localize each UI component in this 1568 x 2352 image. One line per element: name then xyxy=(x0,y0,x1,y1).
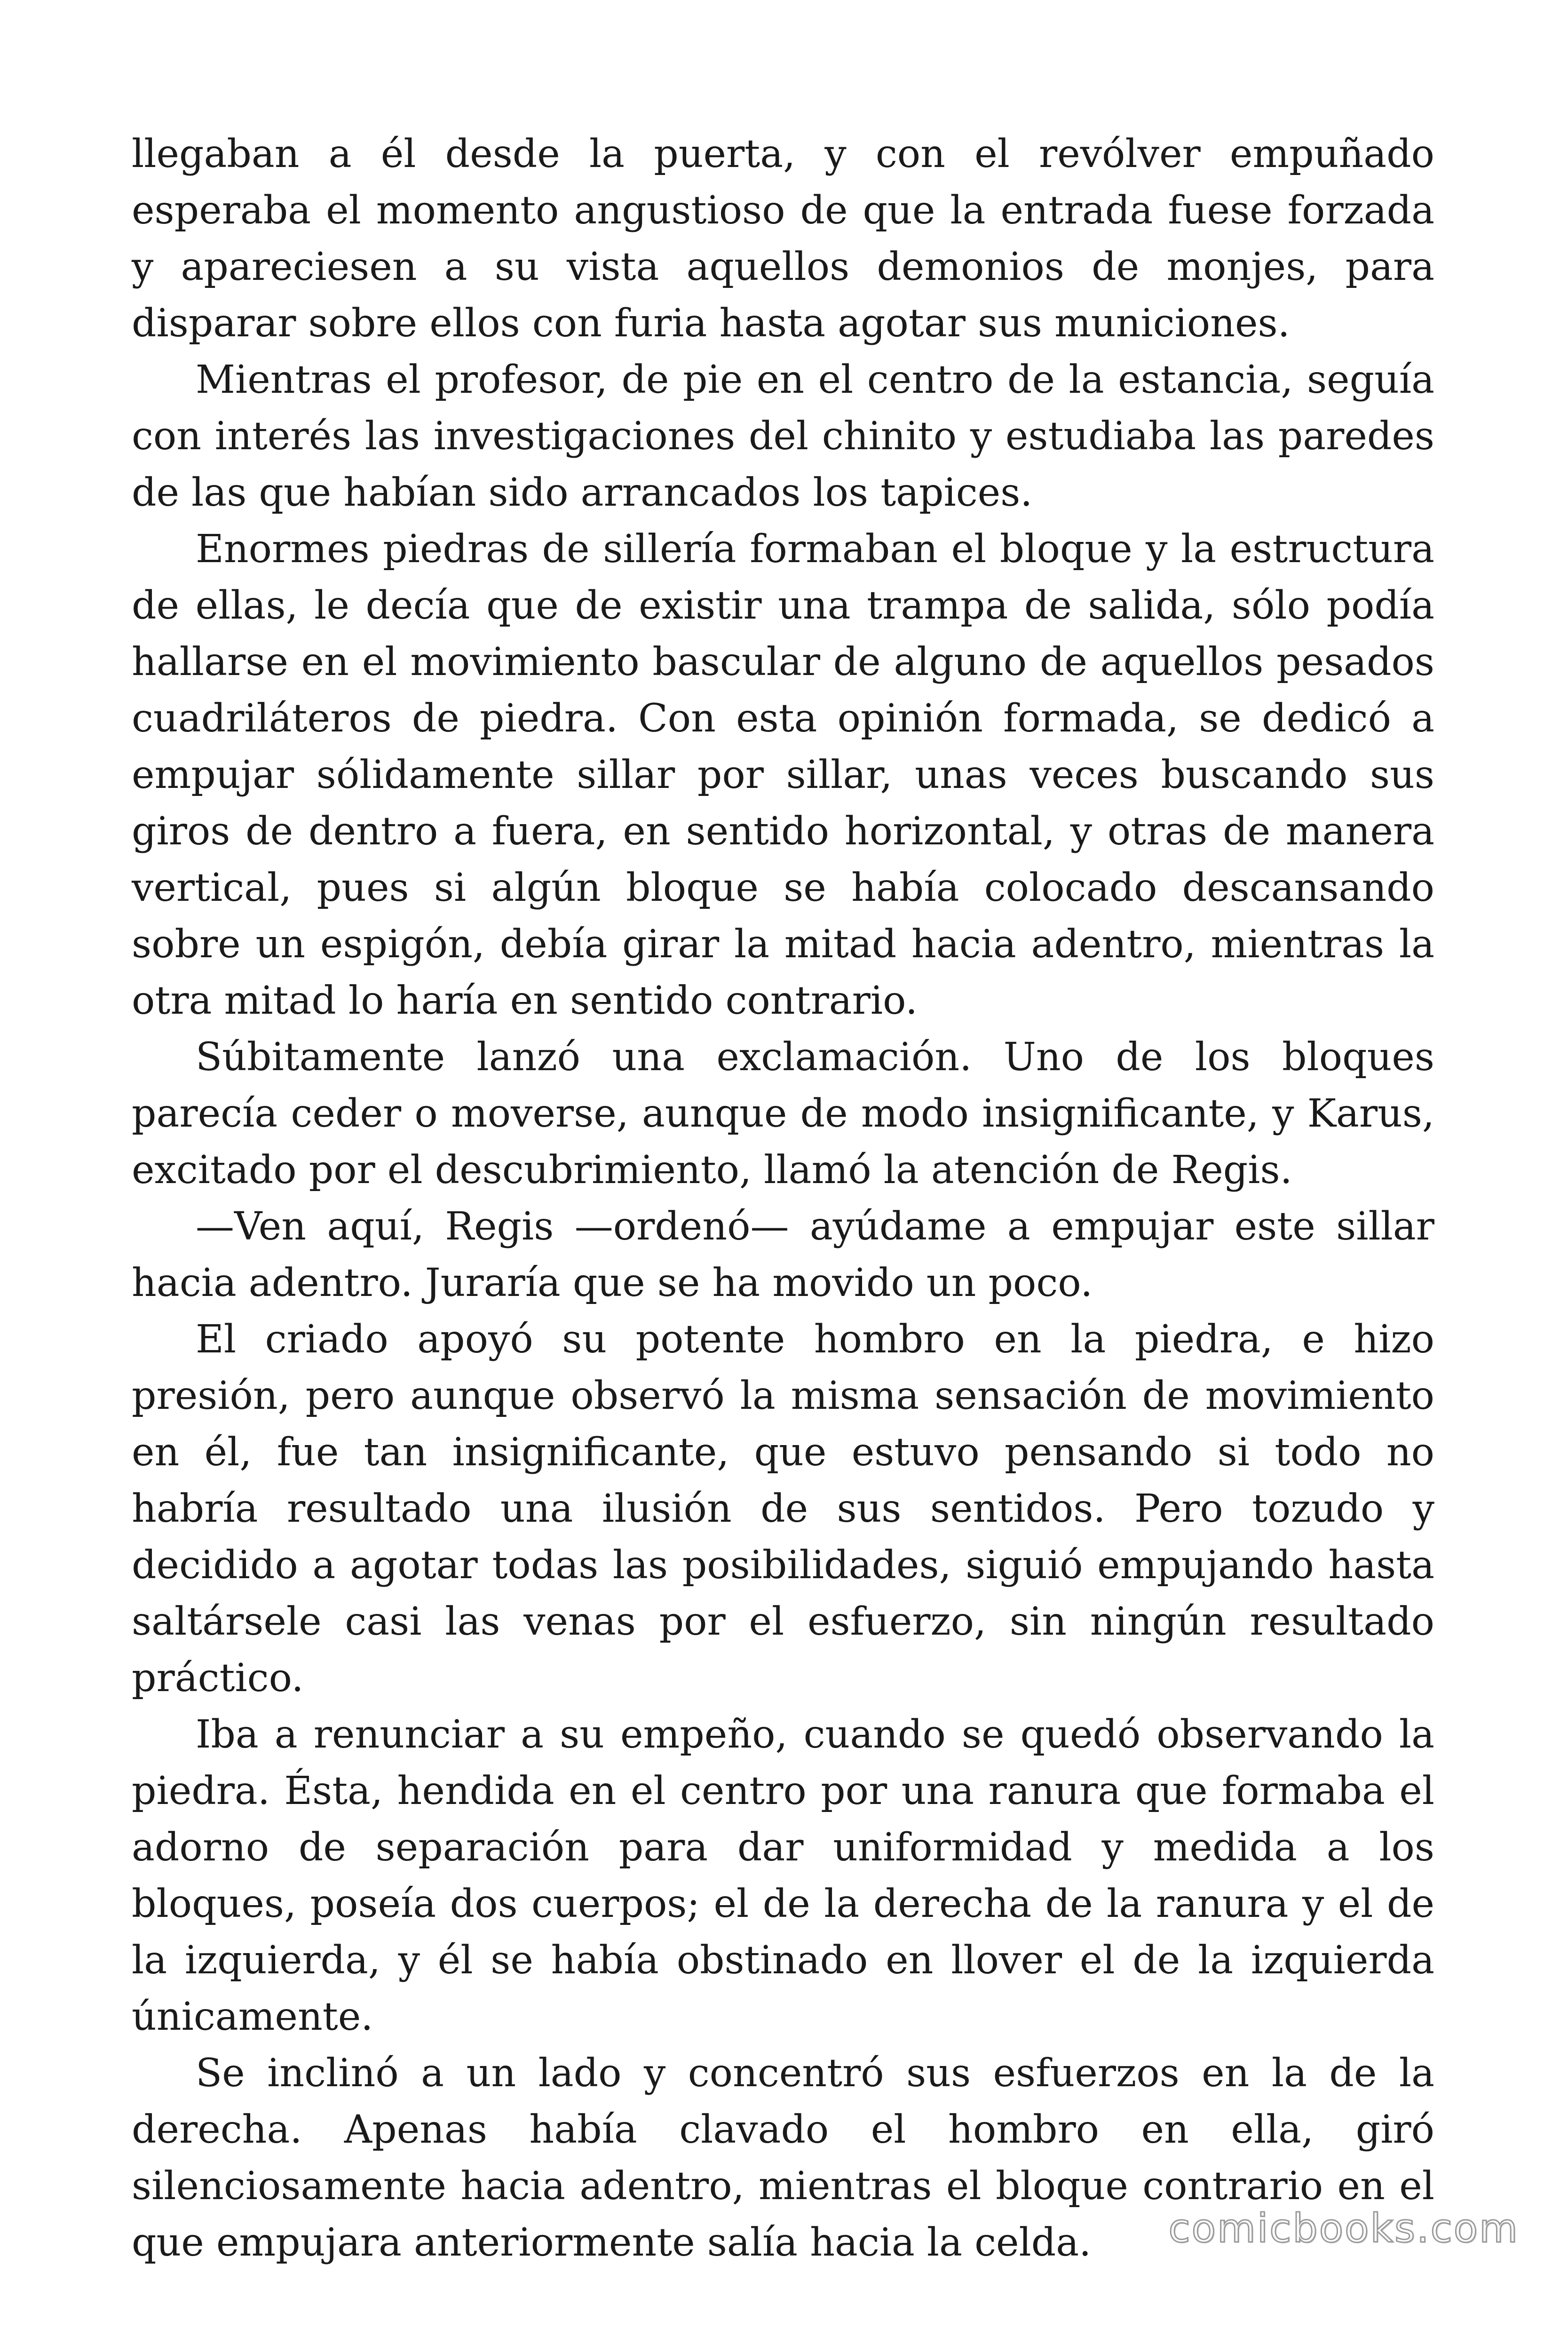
paragraph: Se inclinó a un lado y concentró sus esfuerzos en la de la derecha. Apenas había clavado el hombro en ella, giró silenciosamente hacia adentro, mientras el bloque contrario en el que empujara anteriormente salía hacia la celda. xyxy=(132,2051,1434,2265)
watermark: comicbooks.com xyxy=(1168,2205,1519,2251)
paragraph-continuation: llegaban a él desde la puerta, y con el revólver empuñado esperaba el momento angustioso de que la entrada fuese forzada y apareciesen a su vista aquellos demonios de monjes, para disparar sobre ellos con furia hasta agotar sus municiones. xyxy=(132,132,1434,346)
paragraph: Enormes piedras de sillería formaban el bloque y la estructura de ellas, le decía que de existir una trampa de salida, sólo podía hallarse en el movimiento bascular de alguno de aquellos pesados cuadriláteros de piedra. Con esta opinión formada, se dedicó a empujar sólidamente sillar por sillar, unas veces buscando sus giros de dentro a fuera, en sentido horizontal, y otras de manera vertical, pues si algún bloque se había colocado descansando sobre un espigón, debía girar la mitad hacia adentro, mientras la otra mitad lo haría en sentido contrario. xyxy=(132,527,1434,1023)
paragraph: Iba a renunciar a su empeño, cuando se quedó observando la piedra. Ésta, hendida en el centro por una ranura que formaba el adorno de separación para dar uniformidad y medida a los bloques, poseía dos cuerpos; el de la derecha de la ranura y el de la izquierda, y él se había obstinado en llover el de la izquierda únicamente. xyxy=(132,1712,1434,2039)
paragraph: Súbitamente lanzó una exclamación. Uno de los bloques parecía ceder o moverse, aunque de modo insignificante, y Karus, excitado por el descubrimiento, llamó la atención de Regis. xyxy=(132,1035,1434,1192)
paragraph: Mientras el profesor, de pie en el centro de la estancia, seguía con interés las investigaciones del chinito y estudiaba las paredes de las que habían sido arrancados los tapices. xyxy=(132,358,1434,515)
book-page-text xyxy=(132,126,1434,2271)
paragraph: El criado apoyó su potente hombro en la piedra, e hizo presión, pero aunque observó la misma sensación de movimiento en él, fue tan insignificante, que estuvo pensando si todo no habría resultado una ilusión de sus sentidos. Pero tozudo y decidido a agotar todas las posibilidades, siguió empujando hasta saltársele casi las venas por el esfuerzo, sin ningún resultado práctico. xyxy=(132,1317,1434,1700)
dialogue-paragraph: —Ven aquí, Regis —ordenó— ayúdame a empujar este sillar hacia adentro. Juraría que se ha movido un poco. xyxy=(132,1204,1434,1305)
